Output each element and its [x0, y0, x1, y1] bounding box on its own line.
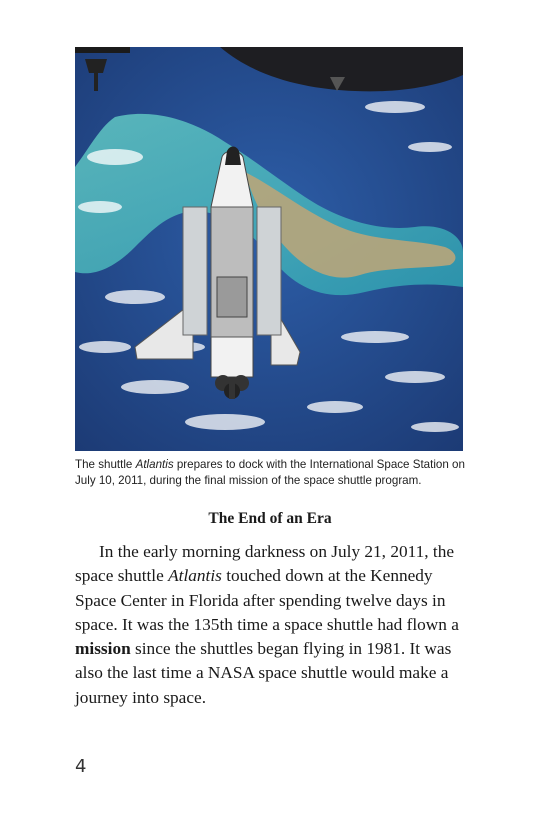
body-paragraph	[75, 540, 470, 710]
paragraph-shuttle-name: Atlantis	[168, 566, 222, 586]
caption-text-1: The shuttle	[75, 458, 136, 471]
paragraph-sentence-3: since the shuttles began flying in 1981. It was also the last time a NASA space shuttle would make a journey into space.	[75, 639, 452, 707]
page-number: 4	[75, 756, 87, 777]
paragraph-vocab-word: mission	[75, 639, 131, 659]
paragraph-sentence-1: In the early morning darkness on July 21, 2011, the space shuttle	[75, 542, 454, 586]
section-heading: The End of an Era	[208, 510, 332, 527]
photo-caption	[75, 457, 465, 489]
caption-text-2: prepares to dock with the International Space Station on July 10, 2011, during the final mission of the space shuttle program.	[75, 458, 465, 487]
shuttle-image	[75, 47, 463, 451]
caption-shuttle-name: Atlantis	[135, 458, 174, 471]
paragraph-sentence-2: touched down at the Kennedy Space Center in Florida after spending twelve days in space. It was the 135th time a space shuttle had flown a	[75, 566, 459, 634]
shuttle-photo	[75, 47, 463, 451]
